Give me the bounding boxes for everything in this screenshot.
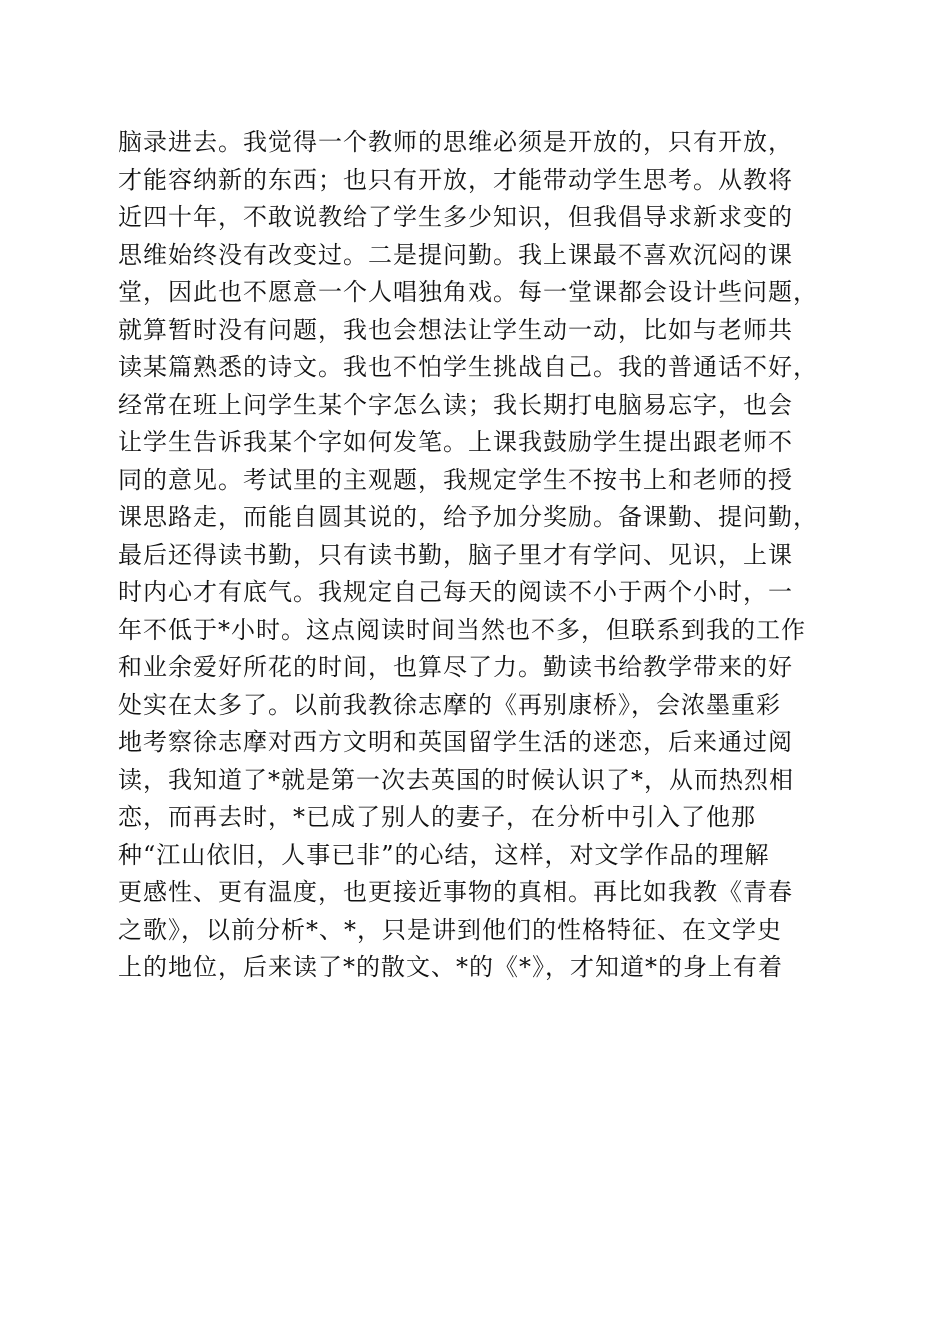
text-line-12: 最后还得读书勤，只有读书勤，脑子里才有学问、见识，上课: [118, 540, 793, 569]
text-line-17: 地考察徐志摩对西方文明和英国留学生活的迷恋，后来通过阅: [118, 728, 793, 756]
text-line-20: 种“江山依旧，人事已非”的心结，这样，对文学作品的理解: [118, 840, 770, 869]
text-line-2: 才能容纳新的东西；也只有开放，才能带动学生思考。从教将: [118, 165, 793, 194]
text-line-14: 年不低于*小时。这点阅读时间当然也不多，但联系到我的工作: [118, 615, 806, 644]
text-line-4: 思维始终没有改变过。二是提问勤。我上课最不喜欢沉闷的课: [118, 240, 793, 269]
text-line-1: 脑录进去。我觉得一个教师的思维必须是开放的，只有开放，: [118, 128, 793, 156]
text-line-16: 处实在太多了。以前我教徐志摩的《再别康桥》，会浓墨重彩: [118, 690, 781, 719]
text-line-8: 经常在班上问学生某个字怎么读；我长期打电脑易忘字，也会: [118, 390, 793, 419]
text-line-19: 恋，而再去时，*已成了别人的妻子，在分析中引入了他那: [118, 803, 756, 831]
text-line-15: 和业余爱好所花的时间，也算尽了力。勤读书给教学带来的好: [118, 653, 793, 681]
text-line-22: 之歌》，以前分析*、*，只是讲到他们的性格特征、在文学史: [118, 915, 782, 944]
text-line-21: 更感性、更有温度，也更接近事物的真相。再比如我教《青春: [118, 878, 793, 906]
text-line-7: 读某篇熟悉的诗文。我也不怕学生挑战自己。我的普通话不好，: [118, 353, 818, 381]
text-line-11: 课思路走，而能自圆其说的，给予加分奖励。备课勤、提问勤，: [118, 503, 818, 531]
body-text: [118, 124, 838, 987]
text-line-9: 让学生告诉我某个字如何发笔。上课我鼓励学生提出跟老师不: [118, 428, 793, 456]
text-line-18: 读，我知道了*就是第一次去英国的时候认识了*，从而热烈相: [118, 765, 794, 794]
text-line-5: 堂，因此也不愿意一个人唱独角戏。每一堂课都会设计些问题，: [118, 278, 818, 306]
text-line-13: 时内心才有底气。我规定自己每天的阅读不小于两个小时，一: [118, 578, 793, 606]
text-line-10: 同的意见。考试里的主观题，我规定学生不按书上和老师的授: [118, 465, 793, 494]
text-line-3: 近四十年，不敢说教给了学生多少知识，但我倡导求新求变的: [118, 203, 793, 231]
text-line-23: 上的地位，后来读了*的散文、*的《*》，才知道*的身上有着: [118, 953, 783, 981]
text-line-6: 就算暂时没有问题，我也会想法让学生动一动，比如与老师共: [118, 315, 793, 344]
